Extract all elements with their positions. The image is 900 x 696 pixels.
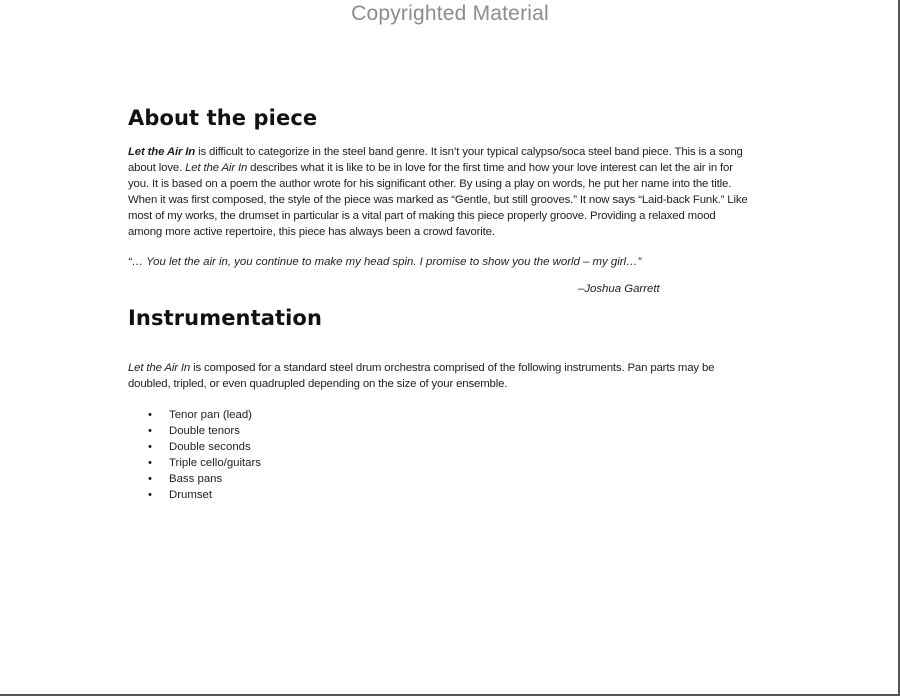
instrument-name: Tenor pan (lead): [169, 409, 252, 421]
list-item: [148, 471, 748, 487]
list-item: [148, 407, 748, 423]
bullet-icon: •: [148, 409, 152, 421]
instrument-name: Double seconds: [169, 441, 251, 453]
instrumentation-text: is composed for a standard steel drum orchestra comprised of the following instruments. Pan parts may be doubled, tripled, or even quadrupled depending on the size of your ensemble.: [128, 362, 715, 390]
piece-title-inline: Let the Air In: [128, 362, 191, 374]
lyric-quote: “… You let the air in, you continue to make my head spin. I promise to show you the world – my girl…”: [128, 256, 642, 268]
instrument-name: Triple cello/guitars: [169, 457, 262, 469]
about-paragraph: [128, 144, 748, 240]
bullet-icon: •: [148, 441, 152, 453]
bullet-icon: •: [148, 425, 152, 437]
instrument-name: Drumset: [169, 489, 213, 501]
instrumentation-paragraph: [128, 360, 748, 392]
about-text-part-1: is difficult to categorize in the steel band genre. It isn’t your typical calypso/soca steel band piece. This is a song about love.: [128, 146, 743, 174]
about-heading: About the piece: [128, 106, 318, 130]
bullet-icon: •: [148, 473, 152, 485]
instrument-name: Bass pans: [169, 473, 223, 485]
bullet-icon: •: [148, 457, 152, 469]
list-item: [148, 487, 748, 503]
bullet-icon: •: [148, 489, 152, 501]
page-content: [128, 106, 748, 503]
list-item: [148, 439, 748, 455]
piece-title-inline: Let the Air In: [185, 162, 248, 174]
instrument-name: Double tenors: [169, 425, 240, 437]
copyright-watermark: Copyrighted Material: [351, 2, 549, 25]
instrumentation-heading: Instrumentation: [128, 306, 323, 330]
piece-title: Let the Air In: [128, 146, 196, 158]
about-text-part-2: describes what it is like to be in love for the first time and how your love interest can let the air in for you. It is based on a poem the author wrote for his significant other. By using a play on words, he put her name into the title. When it was first composed, the style of the piece was marked as “Gentle, but still grooves.” It now says “Laid-back Funk.” Like most of my works, the drumset in particular is a vital part of making this piece properly groove. Providing a relaxed mood among more active repertoire, this piece has always been a crowd favorite.: [128, 162, 748, 238]
quote-attribution: –Joshua Garrett: [578, 283, 660, 295]
instrument-list: [128, 407, 748, 503]
list-item: [148, 423, 748, 439]
list-item: [148, 455, 748, 471]
